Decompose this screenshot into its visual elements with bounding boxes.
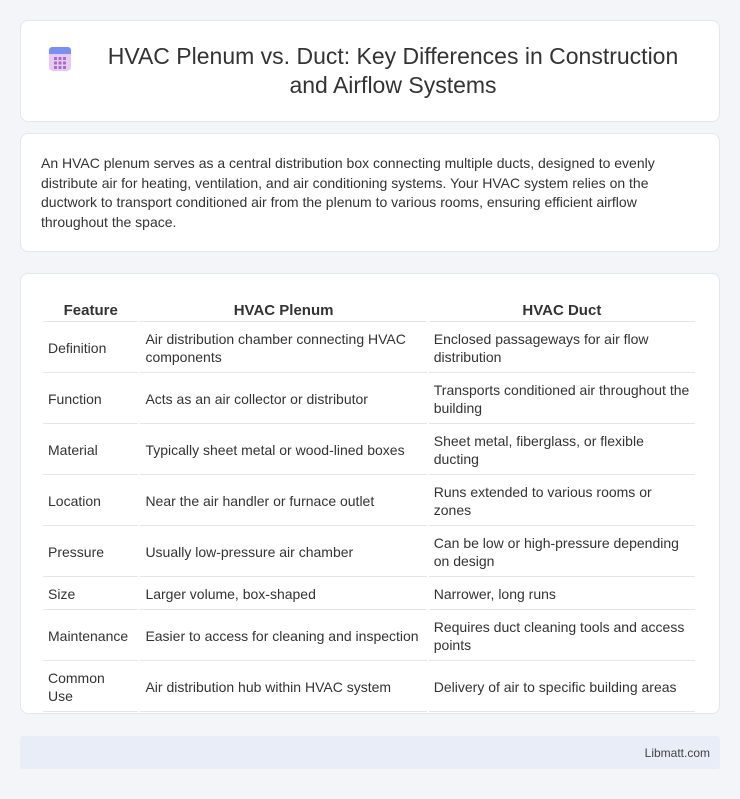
plenum-cell: Easier to access for cleaning and inspection bbox=[140, 612, 426, 661]
header-plenum: HVAC Plenum bbox=[140, 296, 426, 322]
duct-cell: Can be low or high-pressure depending on design bbox=[429, 528, 695, 577]
plenum-cell: Air distribution chamber connecting HVAC components bbox=[140, 324, 426, 373]
duct-cell: Enclosed passageways for air flow distribution bbox=[429, 324, 695, 373]
comparison-table bbox=[41, 294, 697, 714]
duct-cell: Delivery of air to specific building areas bbox=[429, 663, 695, 712]
feature-cell: Pressure bbox=[43, 528, 138, 577]
feature-cell: Material bbox=[43, 426, 138, 475]
table-row bbox=[43, 324, 695, 373]
intro-paragraph: An HVAC plenum serves as a central distribution box connecting multiple ducts, designed to evenly distribute air for heating, ventilation, and air conditioning systems. Your HVAC system relies on the ductwork to transport conditioned air from the plenum to various rooms, ensuring efficient airflow throughout the space. bbox=[41, 155, 655, 230]
intro-card bbox=[20, 133, 720, 252]
plenum-cell: Typically sheet metal or wood-lined boxes bbox=[140, 426, 426, 475]
feature-cell: Location bbox=[43, 477, 138, 526]
title-card bbox=[20, 20, 720, 122]
table-row bbox=[43, 375, 695, 424]
table-row bbox=[43, 579, 695, 610]
footer bbox=[20, 736, 720, 769]
page-title: HVAC Plenum vs. Duct: Key Differences in Construction and Airflow Systems bbox=[107, 43, 679, 98]
duct-cell: Narrower, long runs bbox=[429, 579, 695, 610]
feature-cell: Maintenance bbox=[43, 612, 138, 661]
feature-cell: Common Use bbox=[43, 663, 138, 712]
feature-cell: Definition bbox=[43, 324, 138, 373]
header-duct: HVAC Duct bbox=[429, 296, 695, 322]
duct-cell: Sheet metal, fiberglass, or flexible ducting bbox=[429, 426, 695, 475]
plenum-cell: Larger volume, box-shaped bbox=[140, 579, 426, 610]
calculator-icon bbox=[47, 46, 73, 72]
plenum-cell: Near the air handler or furnace outlet bbox=[140, 477, 426, 526]
table-row bbox=[43, 528, 695, 577]
duct-cell: Transports conditioned air throughout the building bbox=[429, 375, 695, 424]
table-row bbox=[43, 612, 695, 661]
comparison-card bbox=[20, 273, 720, 714]
feature-cell: Size bbox=[43, 579, 138, 610]
header-feature: Feature bbox=[43, 296, 138, 322]
table-row bbox=[43, 663, 695, 712]
table-row bbox=[43, 426, 695, 475]
plenum-cell: Acts as an air collector or distributor bbox=[140, 375, 426, 424]
duct-cell: Requires duct cleaning tools and access points bbox=[429, 612, 695, 661]
table-row bbox=[43, 477, 695, 526]
plenum-cell: Usually low-pressure air chamber bbox=[140, 528, 426, 577]
footer-site: Libmatt.com bbox=[644, 745, 710, 760]
duct-cell: Runs extended to various rooms or zones bbox=[429, 477, 695, 526]
table-header-row bbox=[43, 296, 695, 322]
table-body bbox=[43, 324, 695, 712]
feature-cell: Function bbox=[43, 375, 138, 424]
title-wrap bbox=[47, 42, 693, 100]
plenum-cell: Air distribution hub within HVAC system bbox=[140, 663, 426, 712]
